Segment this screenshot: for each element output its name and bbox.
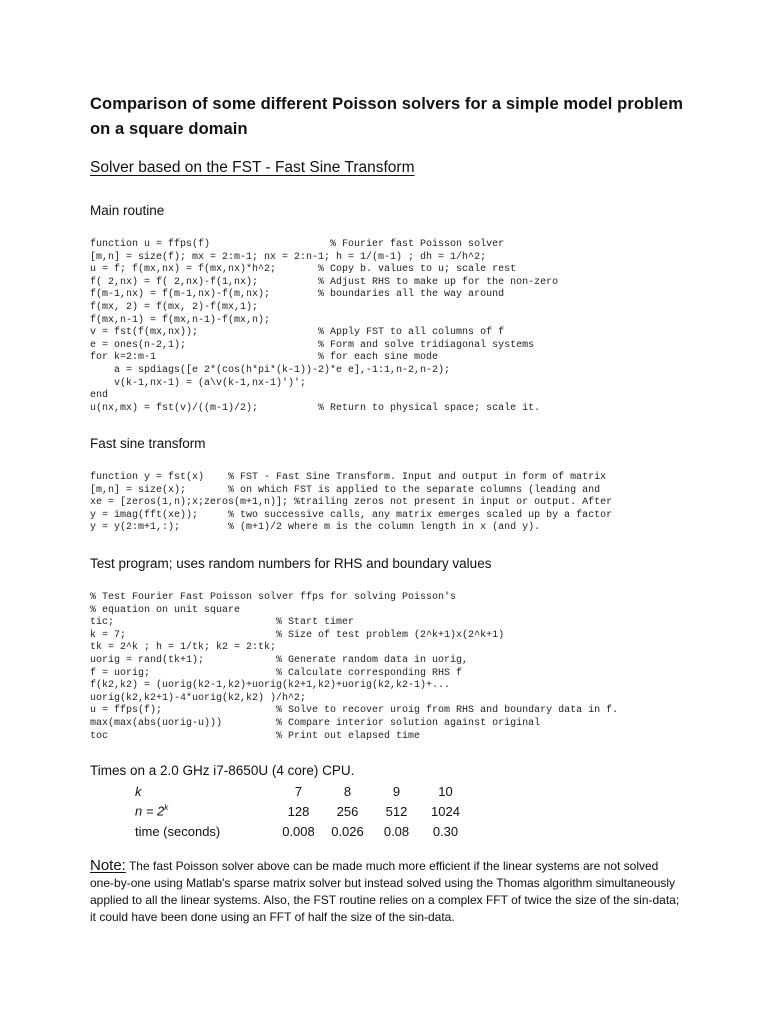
main-routine-heading: Main routine: [90, 203, 165, 218]
row-label-time: time (seconds): [135, 823, 221, 839]
n-value: 128: [287, 803, 310, 819]
n-value: 256: [336, 803, 359, 819]
row-label-n: $n = 2^k$: [135, 803, 169, 819]
fast-sine-heading: Fast sine transform: [90, 436, 206, 451]
time-value: 0.08: [383, 823, 410, 839]
section-title: Solver based on the FST - Fast Sine Transform: [90, 159, 415, 176]
k-value: 8: [343, 783, 352, 799]
k-value: 9: [392, 783, 401, 799]
times-heading: Times on a 2.0 GHz i7-8650U (4 core) CPU.: [90, 763, 355, 778]
page-title: Comparison of some different Poisson solvers for a simple model problem on a square domain: [90, 95, 683, 138]
table-row-time: [118, 821, 470, 841]
note-paragraph: [90, 857, 680, 926]
timing-table: [118, 781, 470, 841]
k-value: 7: [294, 783, 303, 799]
row-label-k: k: [135, 783, 142, 799]
time-value: 0.008: [282, 823, 315, 839]
n-value: 1024: [431, 803, 460, 819]
time-value: 0.026: [331, 823, 364, 839]
fast-sine-code: function y = fst(x) % FST - Fast Sine Transform. Input and output in form of matrix [m,n] = size(x); % on which FST is applied to the separate columns (leading and xe = [zeros(1,n);x;zeros(m+1,n)]; %trailing zeros not present in input or output. After y = imag(fft(xe)); % two successive calls, any matrix emerges scaled up by a factor y = y(2:m+1,:); % (m+1)/2 where m is the column length in x (and y).: [90, 472, 613, 534]
main-routine-code: function u = ffps(f) % Fourier fast Poisson solver [m,n] = size(f); mx = 2:m-1; nx = 2:n-1; h = 1/(m-1) ; dh = 1/h^2; u = f; f(mx,nx) = f(mx,nx)*h^2; % Copy b. values to u; scale rest f( 2,nx) = f( 2,nx)-f(1,nx); % Adjust RHS to make up for the non-zero f(m-1,nx) = f(m-1,nx)-f(m,nx); % boundaries all the way around f(mx, 2) = f(mx, 2)-f(mx,1); f(mx,n-1) = f(mx,n-1)-f(mx,n); v = fst(f(mx,nx)); % Apply FST to all columns of f e = ones(n-2,1); % Form and solve tridiagonal systems for k=2:m-1 % for each sine mode a = spdiags([e 2*(cos(h*pi*(k-1))-2)*e e],-1:1,n-2,n-2); v(k-1,nx-1) = (a\v(k-1,nx-1)')'; end u(nx,mx) = fst(v)/((m-1)/2); % Return to physical space; scale it.: [90, 239, 559, 414]
k-value: 10: [438, 783, 453, 799]
note-label: Note:: [90, 857, 126, 874]
table-row-k: [118, 781, 470, 801]
time-value: 0.30: [432, 823, 459, 839]
n-value: 512: [385, 803, 408, 819]
test-program-heading: Test program; uses random numbers for RHS and boundary values: [90, 556, 492, 571]
table-row-n: [118, 801, 470, 821]
test-program-code: % Test Fourier Fast Poisson solver ffps for solving Poisson's % equation on unit square tic; % Start timer k = 7; % Size of test problem (2^k+1)x(2^k+1) tk = 2^k ; h = 1/tk; k2 = 2:tk; uorig = rand(tk+1); % Generate random data in uorig, f = uorig; % Calculate corresponding RHS f f(k2,k2) = (uorig(k2-1,k2)+uorig(k2+1,k2)+uorig(k2,k2-1)+... uorig(k2,k2+1)-4*uorig(k2,k2) )/h^2; u = ffps(f); % Solve to recover uroig from RHS and boundary data in f. max(max(abs(uorig-u))) % Compare interior solution against original toc % Print out elapsed time: [90, 592, 619, 742]
note-text: The fast Poisson solver above can be made much more efficient if the linear systems are not solved one-by-one using Matlab's sparse matrix solver but instead solved using the Thomas algorithm simultaneously applied to all the linear systems. Also, the FST routine relies on a complex FFT of twice the size of the sin-data; it could have been done using an FFT of half the size of the sin-data.: [90, 859, 680, 924]
